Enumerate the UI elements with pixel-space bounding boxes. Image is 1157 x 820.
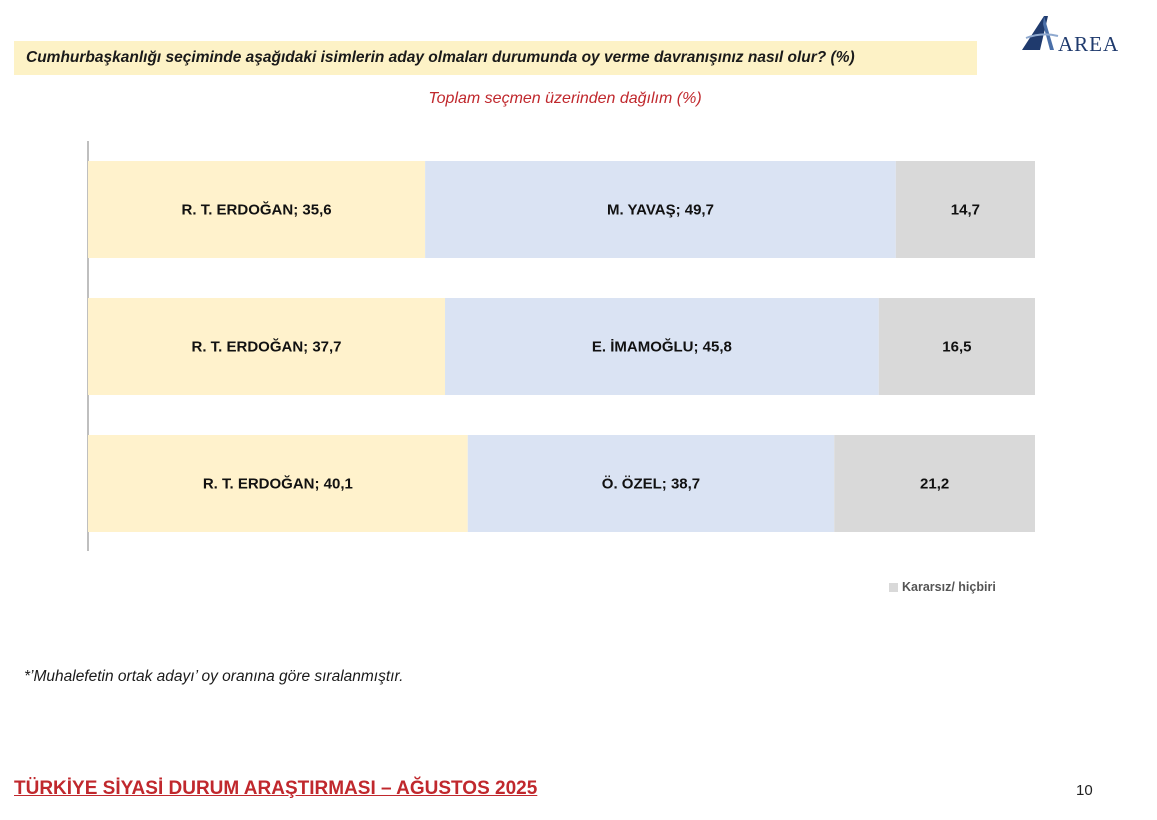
bar-data-label: Ö. ÖZEL; 38,7 [601, 475, 701, 493]
chart-subtitle: Toplam seçmen üzerinden dağılım (%) [428, 90, 702, 107]
bar-data-label: 21,2 [920, 475, 950, 493]
bar-data-label: R. T. ERDOĞAN; 35,6 [181, 201, 332, 219]
footer-title: TÜRKİYE SİYASİ DURUM ARAŞTIRMASI – AĞUSTOS 2025 [14, 778, 538, 799]
bar-data-label: 14,7 [950, 201, 980, 219]
bar-data-label: M. YAVAŞ; 49,7 [606, 201, 714, 219]
page-number: 10 [1076, 782, 1093, 799]
bar-data-label: E. İMAMOĞLU; 45,8 [591, 338, 732, 356]
bar-data-label: R. T. ERDOĞAN; 37,7 [191, 338, 342, 356]
legend-label-undecided: Kararsız/ hiçbiri [902, 580, 996, 594]
footnote: *’Muhalefetin ortak adayı’ oy oranına göre sıralanmıştır. [24, 668, 404, 685]
bar-data-label: 16,5 [942, 338, 972, 356]
chart-legend [889, 580, 996, 594]
logo-text: AREA [1058, 32, 1120, 56]
question-text: Cumhurbaşkanlığı seçiminde aşağıdaki isimlerin aday olmaları durumunda oy verme davranışınız nasıl olur? (%) [26, 49, 855, 66]
legend-swatch-undecided [889, 583, 898, 592]
bar-data-label: R. T. ERDOĞAN; 40,1 [202, 475, 353, 493]
